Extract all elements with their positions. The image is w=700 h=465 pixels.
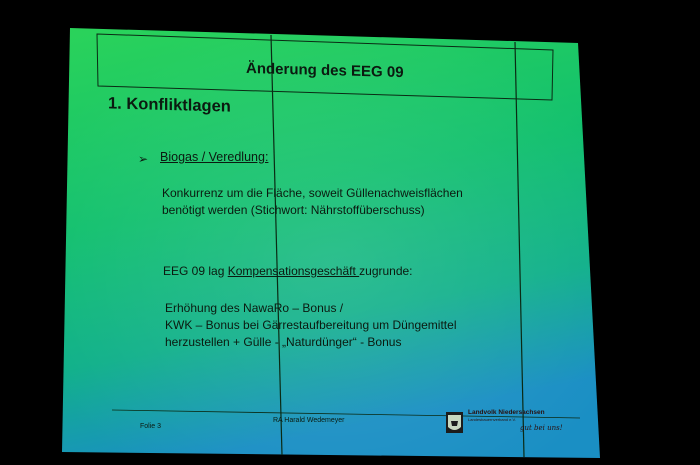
- landvolk-logo-icon: [446, 412, 463, 433]
- paragraph-line: Erhöhung des NawaRo – Bonus /: [165, 301, 344, 315]
- slide-title: Änderung des EEG 09: [246, 59, 404, 82]
- paragraph-line: KWK – Bonus bei Gärrestaufbereitung um Düngemittel: [165, 318, 457, 332]
- logo-slogan: gut bei uns!: [520, 424, 563, 432]
- paragraph-bonus: [165, 300, 456, 351]
- paragraph-suffix: zugrunde:: [359, 264, 413, 278]
- paragraph-line: Konkurrenz um die Fläche, soweit Güllenachweisflächen: [162, 186, 463, 200]
- paragraph-competition: [162, 185, 463, 219]
- logo-subtitle: Landesbauernverband e.V.: [468, 417, 516, 422]
- logo-name: Landvolk Niedersachsen: [468, 409, 545, 416]
- bullet-arrow-icon: ➢: [138, 152, 149, 166]
- bullet-label: Biogas / Veredlung:: [160, 150, 269, 164]
- paragraph-prefix: EEG 09 lag: [163, 264, 228, 278]
- paragraph-line: benötigt werden (Stichwort: Nährstoffüberschuss): [162, 203, 425, 217]
- paragraph-underlined: Kompensationsgeschäft: [227, 264, 360, 278]
- slide-heading: 1. Konfliktlagen: [108, 94, 231, 116]
- paragraph-line: herzustellen + Gülle - „Naturdünger“ - Bonus: [165, 335, 402, 349]
- slide-number: Folie 3: [140, 423, 162, 430]
- presenter-name: RA Harald Wedemeyer: [273, 417, 345, 424]
- paragraph-eeg: [163, 264, 413, 278]
